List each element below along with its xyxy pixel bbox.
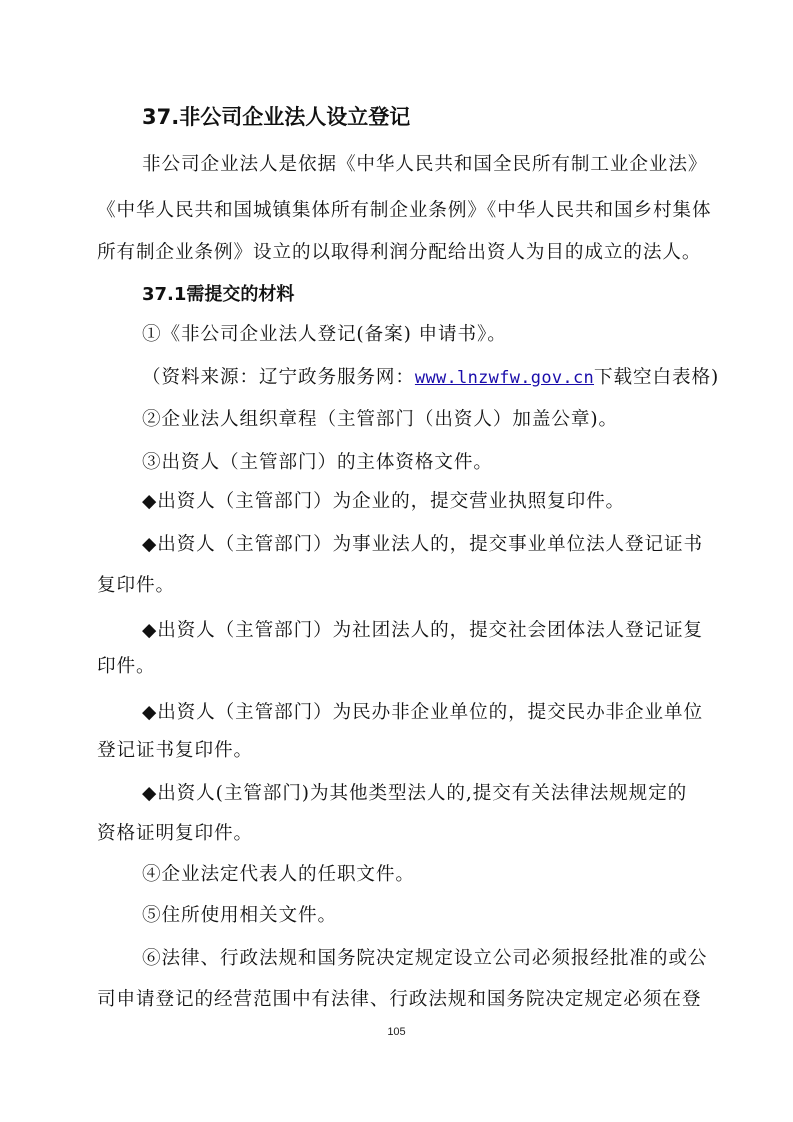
subsection-heading: 37.1需提交的材料	[142, 284, 295, 305]
bullet-3-line-2: 印件。	[97, 656, 156, 677]
bullet-4-line-1: ◆出资人（主管部门）为民办非企业单位的，提交民办非企业单位	[142, 702, 704, 723]
bullet-5-line-1: ◆出资人(主管部门)为其他类型法人的,提交有关法律法规规定的	[142, 783, 688, 804]
bullet-1: ◆出资人（主管部门）为企业的，提交营业执照复印件。	[142, 491, 626, 512]
item-5: ⑤住所使用相关文件。	[142, 905, 337, 926]
intro-line-2: 《中华人民共和国城镇集体所有制企业条例》《中华人民共和国乡村集体	[97, 200, 712, 221]
bullet-2-line-2: 复印件。	[97, 575, 175, 596]
item-3: ③出资人（主管部门）的主体资格文件。	[142, 452, 493, 473]
page-number: 105	[387, 1026, 406, 1038]
source-prefix: （资料来源：辽宁政务服务网：	[142, 367, 415, 388]
bullet-3-line-1: ◆出资人（主管部门）为社团法人的，提交社会团体法人登记证复	[142, 620, 704, 641]
intro-line-3: 所有制企业条例》设立的以取得利润分配给出资人为目的成立的法人。	[97, 242, 702, 263]
source-line	[142, 363, 722, 393]
item-1: ①《非公司企业法人登记(备案) 申请书》。	[142, 324, 507, 345]
item-6-line-2: 司申请登记的经营范围中有法律、行政法规和国务院决定规定必须在登	[97, 989, 702, 1010]
bullet-5-line-2: 资格证明复印件。	[97, 823, 253, 844]
bullet-2-line-1: ◆出资人（主管部门）为事业法人的，提交事业单位法人登记证书	[142, 534, 704, 555]
section-heading: 37.非公司企业法人设立登记	[142, 105, 411, 129]
source-suffix: 下载空白表格)	[594, 367, 720, 388]
intro-line-1: 非公司企业法人是依据《中华人民共和国全民所有制工业企业法》	[142, 154, 708, 175]
item-2: ②企业法人组织章程（主管部门（出资人）加盖公章)。	[142, 409, 619, 430]
bullet-4-line-2: 登记证书复印件。	[97, 740, 253, 761]
source-link[interactable]: www.lnzwfw.gov.cn	[414, 368, 595, 388]
item-6-line-1: ⑥法律、行政法规和国务院决定规定设立公司必须报经批准的或公	[142, 948, 708, 969]
item-4: ④企业法定代表人的任职文件。	[142, 864, 415, 885]
